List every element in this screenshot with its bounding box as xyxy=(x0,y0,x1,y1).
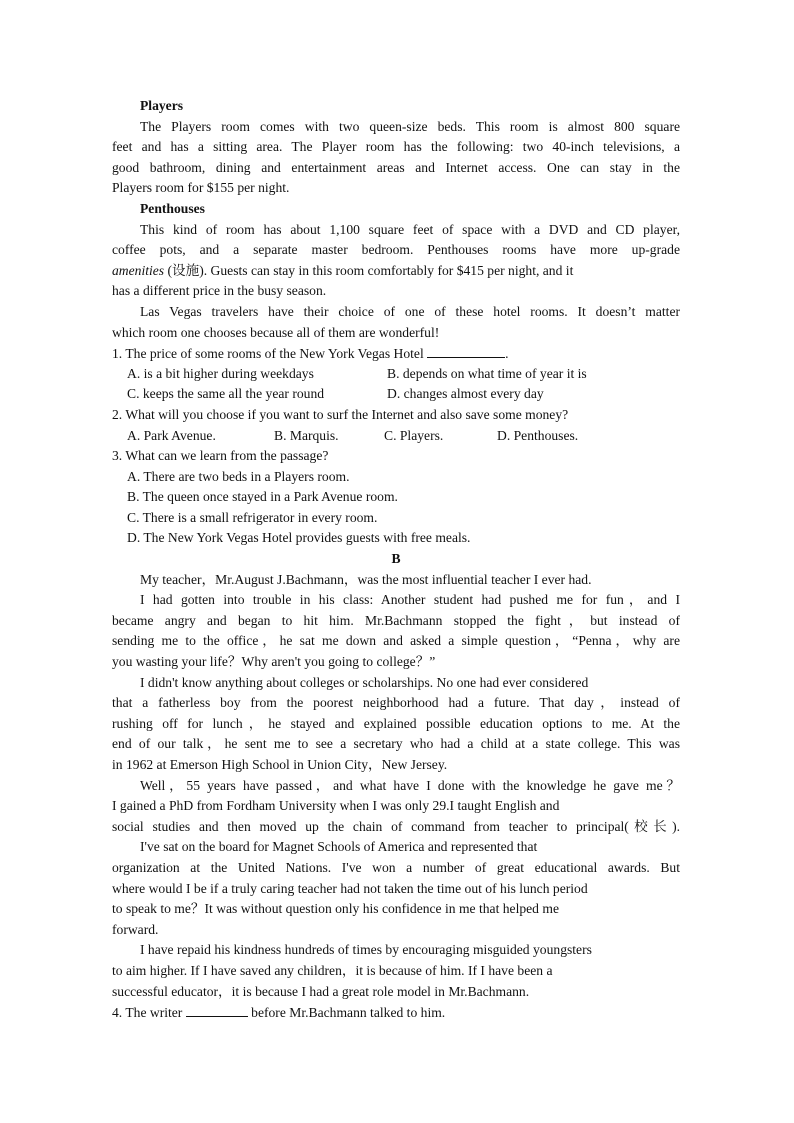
passage-b-p2-line-1: I had gotten into trouble in his class: Another student had pushed me for fun，and I xyxy=(140,592,680,608)
q4-stem-pre: 4. The writer xyxy=(112,1005,183,1021)
q1-option-b[interactable]: B. depends on what time of year it is xyxy=(387,365,587,381)
q4-stem xyxy=(112,1002,680,1023)
document-page xyxy=(112,96,680,1023)
passage-b-p4-line-8: forward. xyxy=(112,921,159,937)
closing-line-2: which room one chooses because all of them are wonderful! xyxy=(112,324,440,340)
penthouses-line-4: has a different price in the busy season. xyxy=(112,283,327,299)
closing-line-1: Las Vegas travelers have their choice of one of these hotel rooms. It doesn’t matter xyxy=(140,303,680,319)
q3-option-d[interactable]: D. The New York Vegas Hotel provides guests with free meals. xyxy=(127,530,471,546)
penthouses-heading: Penthouses xyxy=(140,200,205,216)
q4-answer-blank[interactable] xyxy=(186,1002,248,1017)
passage-b-p4-line-6: where would I be if a truly caring teacher had not taken the time out of his lunch period xyxy=(112,880,588,896)
amenities-term: amenities xyxy=(112,262,165,278)
penthouses-line-3 xyxy=(112,261,680,282)
passage-b-p4-line-5: organization at the United Nations. I've won a number of great educational awards. But xyxy=(112,859,680,875)
q2-option-b[interactable]: B. Marquis. xyxy=(274,427,339,443)
penthouses-line-2: coffee pots, and a separate master bedroom. Penthouses rooms have more up-grade xyxy=(112,242,680,258)
q3-option-b[interactable]: B. The queen once stayed in a Park Avenue room. xyxy=(127,489,398,505)
passage-b-p3-line-4: end of our talk，he sent me to see a secretary who had a child at a state college. This was xyxy=(112,736,680,752)
q1-stem xyxy=(112,343,680,364)
q2-stem: 2. What will you choose if you want to surf the Internet and also save some money? xyxy=(112,406,569,422)
q1-options-row-2 xyxy=(112,384,680,405)
passage-b-p2-line-3: sending me to the office，he sat me down and asked a simple question，“Penna，why are xyxy=(112,633,680,649)
passage-b-p4-line-1: Well，55 years have passed，and what have I done with the knowledge he gave me？ xyxy=(140,777,680,793)
passage-b-p4-line-4: I've sat on the board for Magnet Schools of America and represented that xyxy=(140,839,538,855)
q1-option-c[interactable]: C. keeps the same all the year round xyxy=(127,386,325,402)
players-line-2: feet and has a sitting area. The Player room has the following: two 40-inch televisions, a xyxy=(112,139,680,155)
q1-option-a[interactable]: A. is a bit higher during weekdays xyxy=(127,365,314,381)
q1-option-d[interactable]: D. changes almost every day xyxy=(387,386,544,402)
players-line-3: good bathroom, dining and entertainment areas and Internet access. One can stay in the xyxy=(112,159,680,175)
q1-stem-text: 1. The price of some rooms of the New York Vegas Hotel xyxy=(112,346,424,362)
passage-b-p4-line-2: I gained a PhD from Fordham University when I was only 29.I taught English and xyxy=(112,798,560,814)
passage-b-p3-line-5: in 1962 at Emerson High School in Union City，New Jersey. xyxy=(112,757,448,772)
passage-b-p3-line-1: I didn't know anything about colleges or scholarships. No one had ever considered xyxy=(140,674,589,690)
players-heading: Players xyxy=(140,98,184,113)
passage-b-p3-line-2: that a fatherless boy from the poorest neighborhood had a future. That day，instead of xyxy=(112,695,680,711)
q3-option-c[interactable]: C. There is a small refrigerator in every room. xyxy=(127,509,378,525)
passage-b-p5-line-1: I have repaid his kindness hundreds of times by encouraging misguided youngsters xyxy=(140,942,592,958)
passage-b-p3-line-3: rushing off for lunch，he stayed and explained possible education options to me. At the xyxy=(112,715,680,731)
passage-b-p5-line-2: to aim higher. If I have saved any children，it is because of him. If I have been a xyxy=(112,962,553,978)
q4-stem-post: before Mr.Bachmann talked to him. xyxy=(251,1005,446,1021)
q1-answer-blank[interactable] xyxy=(427,343,505,358)
passage-b-p2-line-4: you wasting your life？Why aren't you going to college？” xyxy=(112,654,436,670)
q1-stem-end: . xyxy=(505,346,509,362)
q2-option-c[interactable]: C. Players. xyxy=(384,427,444,443)
q2-option-a[interactable]: A. Park Avenue. xyxy=(127,427,216,443)
q3-stem: 3. What can we learn from the passage? xyxy=(112,448,329,464)
passage-b-p4-line-3: social studies and then moved up the chain of command from teacher to principal(校长). xyxy=(112,818,680,834)
players-line-1: The Players room comes with two queen-size beds. This room is almost 800 square xyxy=(140,118,680,134)
q1-options-row-1 xyxy=(112,364,680,385)
passage-b-p5-line-3: successful educator，it is because I had a great role model in Mr.Bachmann. xyxy=(112,983,530,999)
section-b-heading: B xyxy=(391,551,401,567)
q2-option-d[interactable]: D. Penthouses. xyxy=(497,427,579,443)
q2-options-row xyxy=(112,426,680,447)
penthouses-line-1: This kind of room has about 1,100 square feet of space with a DVD and CD player, xyxy=(140,221,680,237)
passage-b-p2-line-2: became angry and began to hit him. Mr.Bachmann stopped the fight，but instead of xyxy=(112,612,680,628)
penthouses-line-3-rest: (设施). Guests can stay in this room comfortably for $415 per night, and it xyxy=(164,262,574,278)
passage-b-p4-line-7: to speak to me？It was without question only his confidence in me that helped me xyxy=(112,901,559,917)
players-line-4: Players room for $155 per night. xyxy=(112,180,290,196)
passage-b-p1: My teacher，Mr.August J.Bachmann，was the most influential teacher I ever had. xyxy=(140,571,592,587)
q3-option-a[interactable]: A. There are two beds in a Players room. xyxy=(127,468,350,484)
